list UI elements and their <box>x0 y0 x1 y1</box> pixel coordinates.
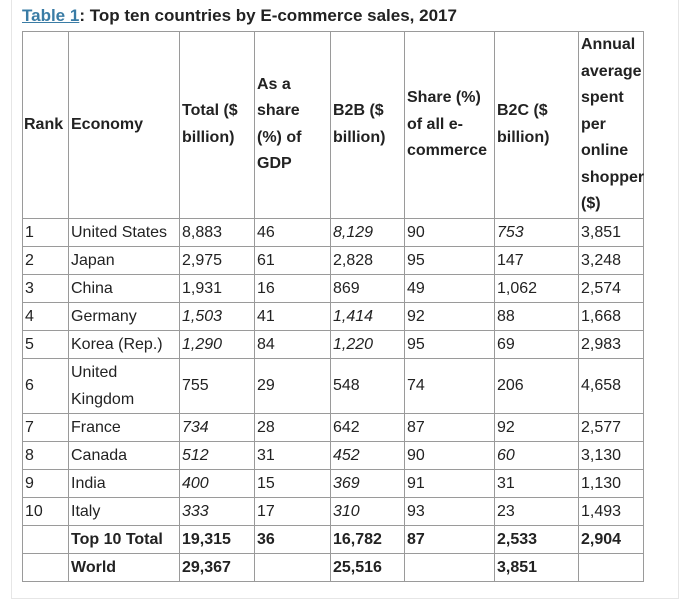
cell-economy: Germany <box>69 302 180 330</box>
cell-annual: 1,130 <box>579 469 644 497</box>
cell-b2c: 206 <box>495 358 579 413</box>
cell-total: 19,315 <box>180 525 255 553</box>
cell-economy: China <box>69 274 180 302</box>
cell-b2c: 1,062 <box>495 274 579 302</box>
cell-b2c: 69 <box>495 330 579 358</box>
table-row <box>23 358 644 413</box>
header-row <box>23 32 644 219</box>
table-link[interactable]: Table 1 <box>22 6 80 25</box>
cell-total: 1,931 <box>180 274 255 302</box>
cell-share-all: 92 <box>405 302 495 330</box>
cell-rank: 2 <box>23 246 69 274</box>
header-annual: Annual average spent per online shopper ($) <box>579 32 644 219</box>
cell-economy: United States <box>69 218 180 246</box>
cell-annual: 2,574 <box>579 274 644 302</box>
cell-total: 755 <box>180 358 255 413</box>
cell-rank: 9 <box>23 469 69 497</box>
cell-rank <box>23 553 69 581</box>
cell-share-gdp: 16 <box>255 274 331 302</box>
cell-b2c: 753 <box>495 218 579 246</box>
cell-b2c: 23 <box>495 497 579 525</box>
cell-share-gdp: 46 <box>255 218 331 246</box>
cell-annual <box>579 553 644 581</box>
cell-share-all <box>405 553 495 581</box>
header-total: Total ($ billion) <box>180 32 255 219</box>
cell-share-gdp: 28 <box>255 413 331 441</box>
world-row <box>23 553 644 581</box>
cell-rank: 5 <box>23 330 69 358</box>
table-row <box>23 218 644 246</box>
table-row <box>23 302 644 330</box>
cell-b2b: 869 <box>331 274 405 302</box>
caption-text: : Top ten countries by E-commerce sales, 2017 <box>79 6 457 25</box>
ecommerce-table <box>22 31 644 582</box>
cell-economy: France <box>69 413 180 441</box>
cell-share-gdp <box>255 553 331 581</box>
header-economy: Economy <box>69 32 180 219</box>
cell-rank: 4 <box>23 302 69 330</box>
header-share-gdp: As a share (%) of GDP <box>255 32 331 219</box>
cell-b2b: 642 <box>331 413 405 441</box>
cell-share-all: 87 <box>405 413 495 441</box>
cell-b2c: 2,533 <box>495 525 579 553</box>
cell-economy: United Kingdom <box>69 358 180 413</box>
cell-share-gdp: 15 <box>255 469 331 497</box>
table-row <box>23 274 644 302</box>
cell-total: 400 <box>180 469 255 497</box>
cell-total: 1,290 <box>180 330 255 358</box>
cell-annual: 1,668 <box>579 302 644 330</box>
cell-share-gdp: 41 <box>255 302 331 330</box>
header-rank: Rank <box>23 32 69 219</box>
table-row <box>23 246 644 274</box>
cell-total: 734 <box>180 413 255 441</box>
cell-share-gdp: 84 <box>255 330 331 358</box>
cell-rank: 1 <box>23 218 69 246</box>
cell-b2b: 8,129 <box>331 218 405 246</box>
cell-total: 8,883 <box>180 218 255 246</box>
cell-b2b: 16,782 <box>331 525 405 553</box>
header-share-all: Share (%) of all e-commerce <box>405 32 495 219</box>
cell-b2b: 25,516 <box>331 553 405 581</box>
table-row <box>23 497 644 525</box>
cell-b2c: 92 <box>495 413 579 441</box>
cell-b2c: 88 <box>495 302 579 330</box>
cell-economy: Italy <box>69 497 180 525</box>
cell-share-gdp: 36 <box>255 525 331 553</box>
cell-annual: 2,577 <box>579 413 644 441</box>
cell-b2c: 147 <box>495 246 579 274</box>
cell-share-all: 95 <box>405 246 495 274</box>
cell-b2b: 548 <box>331 358 405 413</box>
cell-annual: 3,130 <box>579 441 644 469</box>
cell-total: 2,975 <box>180 246 255 274</box>
cell-share-all: 91 <box>405 469 495 497</box>
cell-rank <box>23 525 69 553</box>
cell-b2b: 452 <box>331 441 405 469</box>
cell-rank: 7 <box>23 413 69 441</box>
cell-b2b: 2,828 <box>331 246 405 274</box>
cell-economy: Canada <box>69 441 180 469</box>
cell-rank: 10 <box>23 497 69 525</box>
cell-b2c: 60 <box>495 441 579 469</box>
table-caption <box>22 6 457 26</box>
cell-share-gdp: 31 <box>255 441 331 469</box>
cell-rank: 3 <box>23 274 69 302</box>
cell-b2b: 1,414 <box>331 302 405 330</box>
cell-annual: 4,658 <box>579 358 644 413</box>
cell-annual: 2,983 <box>579 330 644 358</box>
cell-b2c: 31 <box>495 469 579 497</box>
cell-share-all: 95 <box>405 330 495 358</box>
cell-b2b: 310 <box>331 497 405 525</box>
cell-annual: 3,248 <box>579 246 644 274</box>
cell-share-gdp: 29 <box>255 358 331 413</box>
cell-b2b: 369 <box>331 469 405 497</box>
cell-economy: India <box>69 469 180 497</box>
header-b2c: B2C ($ billion) <box>495 32 579 219</box>
cell-share-all: 49 <box>405 274 495 302</box>
cell-economy: Japan <box>69 246 180 274</box>
cell-share-gdp: 17 <box>255 497 331 525</box>
cell-economy: Korea (Rep.) <box>69 330 180 358</box>
cell-share-gdp: 61 <box>255 246 331 274</box>
cell-share-all: 93 <box>405 497 495 525</box>
cell-annual: 1,493 <box>579 497 644 525</box>
cell-total: 1,503 <box>180 302 255 330</box>
cell-total: 512 <box>180 441 255 469</box>
top10-total-row <box>23 525 644 553</box>
cell-rank: 8 <box>23 441 69 469</box>
table-row <box>23 441 644 469</box>
cell-b2c: 3,851 <box>495 553 579 581</box>
table-row <box>23 330 644 358</box>
cell-economy: Top 10 Total <box>69 525 180 553</box>
cell-total: 29,367 <box>180 553 255 581</box>
table-row <box>23 413 644 441</box>
cell-share-all: 74 <box>405 358 495 413</box>
cell-share-all: 87 <box>405 525 495 553</box>
cell-annual: 3,851 <box>579 218 644 246</box>
cell-economy: World <box>69 553 180 581</box>
cell-b2b: 1,220 <box>331 330 405 358</box>
table-row <box>23 469 644 497</box>
cell-rank: 6 <box>23 358 69 413</box>
cell-annual: 2,904 <box>579 525 644 553</box>
cell-share-all: 90 <box>405 218 495 246</box>
cell-total: 333 <box>180 497 255 525</box>
cell-share-all: 90 <box>405 441 495 469</box>
header-b2b: B2B ($ billion) <box>331 32 405 219</box>
